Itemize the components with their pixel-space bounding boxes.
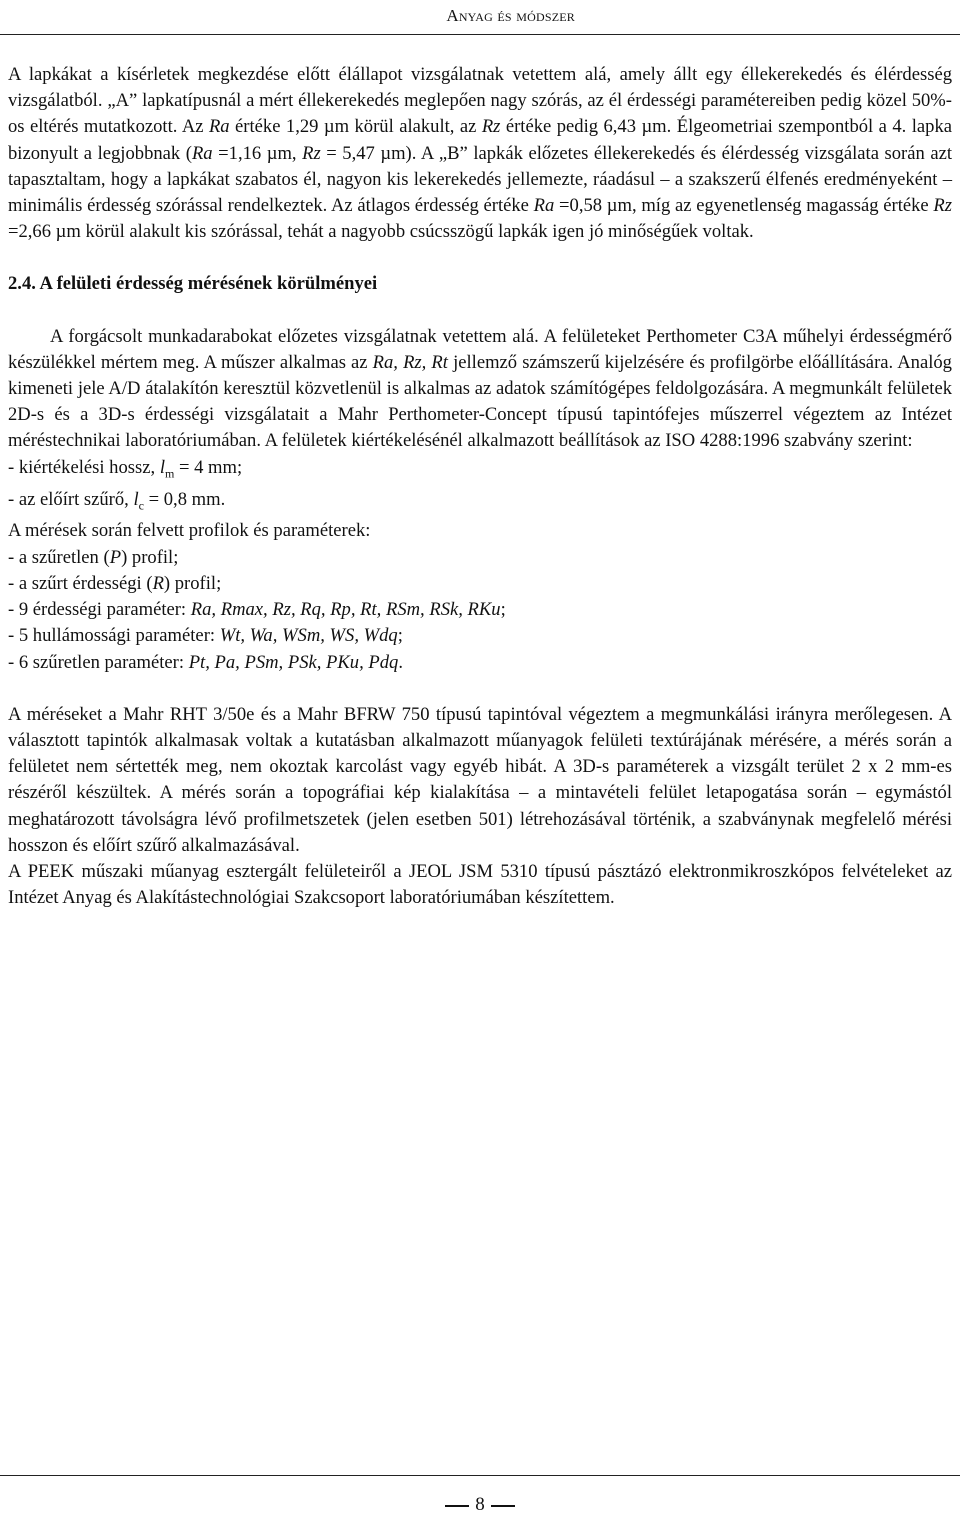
setting-filter: - az előírt szűrő, $l_c = 0,8$ mm. bbox=[8, 488, 226, 513]
paragraph-sem: A PEEK műszaki műanyag esztergált felületeiről a JEOL JSM 5310 típusú pásztázó elektronmikroszkópos felvételeket az Intézet Anyag és Alakítástechnológiai Szakcsoport laboratóriumában készítettem. bbox=[8, 860, 952, 909]
paragraph-stylus: A méréseket a Mahr RHT 3/50e és a Mahr BFRW 750 típusú tapintóval végeztem a megmunkálási irányra merőlegesen. A választott tapintók alkalmasak voltak a kutatásban alkalmazott műanyagok felületi textúrájának mérésére, a mérés során a felületet nem sértették meg, nem okoztak karcolást vagy egyéb hibát. A 3D-s paraméterek a vizsgált terület 2 x 2 mm-es részéről készültek. A mérés során a topográfiai kép kialakítása – a mintavételi felület letapogatása során – egymástól meghatározott távolságra lévő profilmetszetek (jelen esetben 501) létrehozásával történik, a szabványnak megfelelő mérési hosszon és előírt szűrő alkalmazásával. bbox=[8, 703, 952, 856]
page-header bbox=[0, 0, 960, 35]
profile-unfiltered: - a szűretlen (P) profil; bbox=[8, 546, 179, 568]
section-heading: 2.4. A felületi érdesség mérésének körülményei bbox=[8, 273, 378, 295]
unfiltered-parameters: - 6 szűretlen paraméter: Pt, Pa, PSm, PSk, PKu, Pdq. bbox=[8, 651, 404, 673]
roughness-parameters: - 9 érdességi paraméter: Ra, Rmax, Rz, Rq, Rp, Rt, RSm, RSk, RKu; bbox=[8, 599, 506, 621]
page-number: 8 bbox=[0, 1494, 960, 1516]
spacer bbox=[8, 298, 952, 324]
spacer bbox=[8, 245, 952, 271]
profile-filtered: - a szűrt érdességi (R) profil; bbox=[8, 572, 222, 594]
paragraph-edge-inspection: A lapkákat a kísérletek megkezdése előtt élállapot vizsgálatnak vetettem alá, amely állt egy éllekerekedés és élérdesség vizsgálatból. „A” lapkatípusnál a mért éllekerekedés meglepően nagy szórás, az él érdességi paramétereiben pedig közel 50%-os eltérés mutatkozott. Az Ra értéke 1,29 µm körül alakult, az Rz értéke pedig 6,43 µm. Élgeometriai szempontból a 4. lapka bizonyult a legjobbnak (Ra =1,16 µm, Rz = 5,47 µm). A „B” lapkák előzetes éllekerekedés és élérdesség vizsgálata során azt tapasztaltam, hogy a lapkákat szabatos él, nagyon kis lekerekedés jellemezte, ráadásul – a szakszerű élfenés eredményeként – minimális érdesség szórással rendelkeztek. Az átlagos érdesség értéke Ra =0,58 µm, míg az egyenetlenség magasság értéke Rz =2,66 µm körül alakult kis szórással, tehát a nagyobb csúcsszögű lapkák igen jó minőségűek voltak. bbox=[8, 64, 952, 243]
page-dash-left bbox=[445, 1505, 469, 1507]
waviness-parameters: - 5 hullámossági paraméter: Wt, Wa, WSm, WS, Wdq; bbox=[8, 625, 403, 647]
page-content bbox=[8, 62, 952, 911]
footer-rule bbox=[0, 1475, 960, 1476]
paragraph-measurement-setup: A forgácsolt munkadarabokat előzetes vizsgálatnak vetettem alá. A felületeket Perthometer C3A műhelyi érdességmérő készülékkel mértem meg. A műszer alkalmas az Ra, Rz, Rt jellemző számszerű kijelzésére és profilgörbe előállítására. Analóg kimeneti jele A/D átalakítón keresztül közvetlenül is alkalmas az adatok számítógépes feldolgozására. A megmunkált felületek 2D-s és a 3D-s érdességi vizsgálatait a Mahr Perthometer-Concept típusú tapintófejes műszerrel végeztem az Intézet méréstechnikai laboratóriumában. A felületek kiértékelésénél alkalmazott beállítások az ISO 4288:1996 szabvány szerint: bbox=[8, 325, 952, 452]
profiles-intro: A mérések során felvett profilok és paraméterek: bbox=[8, 520, 371, 542]
running-header-title: Anyag és módszer bbox=[446, 6, 575, 25]
spacer bbox=[8, 676, 952, 702]
setting-evaluation-length: - kiértékelési hossz, $l_m = 4$ mm; bbox=[8, 456, 243, 481]
page-dash-right bbox=[491, 1505, 515, 1507]
